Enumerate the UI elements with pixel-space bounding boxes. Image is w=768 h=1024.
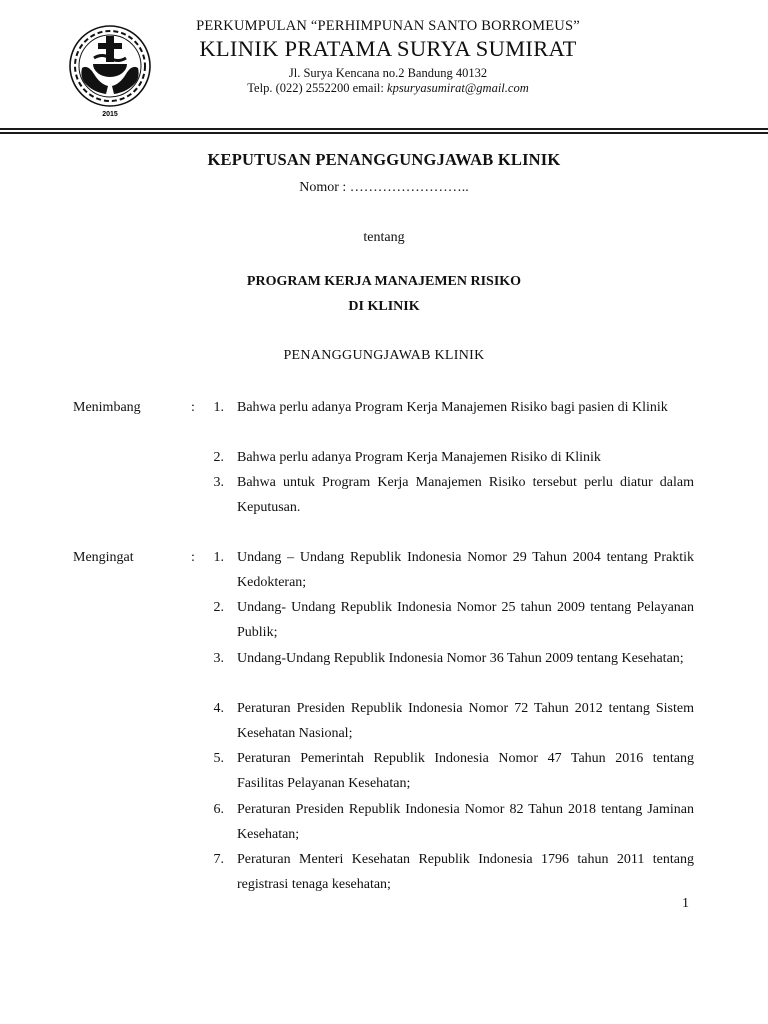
menimbang-label: Menimbang [73,400,141,415]
header-rule-bottom [0,132,768,134]
clinic-logo [66,24,156,120]
mengingat-item-number: 3. [213,651,224,666]
phone-text: Telp. (022) 2552200 email: [247,81,384,95]
decision-title: KEPUTUSAN PENANGGUNGJAWAB KLINIK [207,150,561,169]
page-number: 1 [682,896,689,911]
header-rule-top [0,128,768,130]
mengingat-item-number: 6. [213,802,224,817]
menimbang-item-number: 1. [213,400,224,415]
mengingat-item-text: Undang- Undang Republik Indonesia Nomor 25 tahun 2009 tentang Pelayanan Publik; [237,600,694,640]
clinic-name: KLINIK PRATAMA SURYA SUMIRAT [199,36,577,61]
mengingat-item-text: Undang-Undang Republik Indonesia Nomor 36 Tahun 2009 tentang Kesehatan; [237,651,684,666]
menimbang-item-number: 3. [213,475,224,490]
organization-name: PERKUMPULAN “PERHIMPUNAN SANTO BORROMEUS” [196,18,580,34]
menimbang-colon: : [191,400,195,415]
decision-number: Nomor : …………………….. [299,180,469,195]
email-link[interactable]: kpsuryasumirat@gmail.com [387,81,529,95]
mengingat-item-number: 4. [213,701,224,716]
logo-year: 2015 [102,111,118,118]
mengingat-item-number: 1. [213,550,224,565]
clinic-contact [178,81,598,96]
mengingat-item-text: Peraturan Pemerintah Republik Indonesia Nomor 47 Tahun 2016 tentang Fasilitas Pelayanan Kesehatan; [237,751,694,791]
menimbang-item-number: 2. [213,450,224,465]
mengingat-label: Mengingat [73,550,134,565]
mengingat-item-text: Undang – Undang Republik Indonesia Nomor 29 Tahun 2004 tentang Praktik Kedokteran; [237,550,694,590]
mengingat-item-text: Peraturan Menteri Kesehatan Republik Indonesia 1796 tahun 2011 tentang registrasi tenaga kesehatan; [237,852,694,892]
menimbang-item-text: Bahwa untuk Program Kerja Manajemen Risiko tersebut perlu diatur dalam Keputusan. [237,475,694,515]
menimbang-item-text: Bahwa perlu adanya Program Kerja Manajemen Risiko di Klinik [237,450,601,465]
program-title-line-2: DI KLINIK [348,299,420,314]
mengingat-item-number: 7. [213,852,224,867]
about-label: tentang [363,230,405,245]
mengingat-item-number: 5. [213,751,224,766]
menimbang-item-text: Bahwa perlu adanya Program Kerja Manajemen Risiko bagi pasien di Klinik [237,400,668,415]
responsible-heading: PENANGGUNGJAWAB KLINIK [283,348,485,363]
program-title-line-1: PROGRAM KERJA MANAJEMEN RISIKO [246,274,522,289]
clinic-address: Jl. Surya Kencana no.2 Bandung 40132 [288,66,488,80]
mengingat-item-number: 2. [213,600,224,615]
mengingat-item-text: Peraturan Presiden Republik Indonesia Nomor 82 Tahun 2018 tentang Jaminan Kesehatan; [237,802,694,842]
mengingat-item-text: Peraturan Presiden Republik Indonesia Nomor 72 Tahun 2012 tentang Sistem Kesehatan Nasional; [237,701,694,741]
mengingat-colon: : [191,550,195,565]
